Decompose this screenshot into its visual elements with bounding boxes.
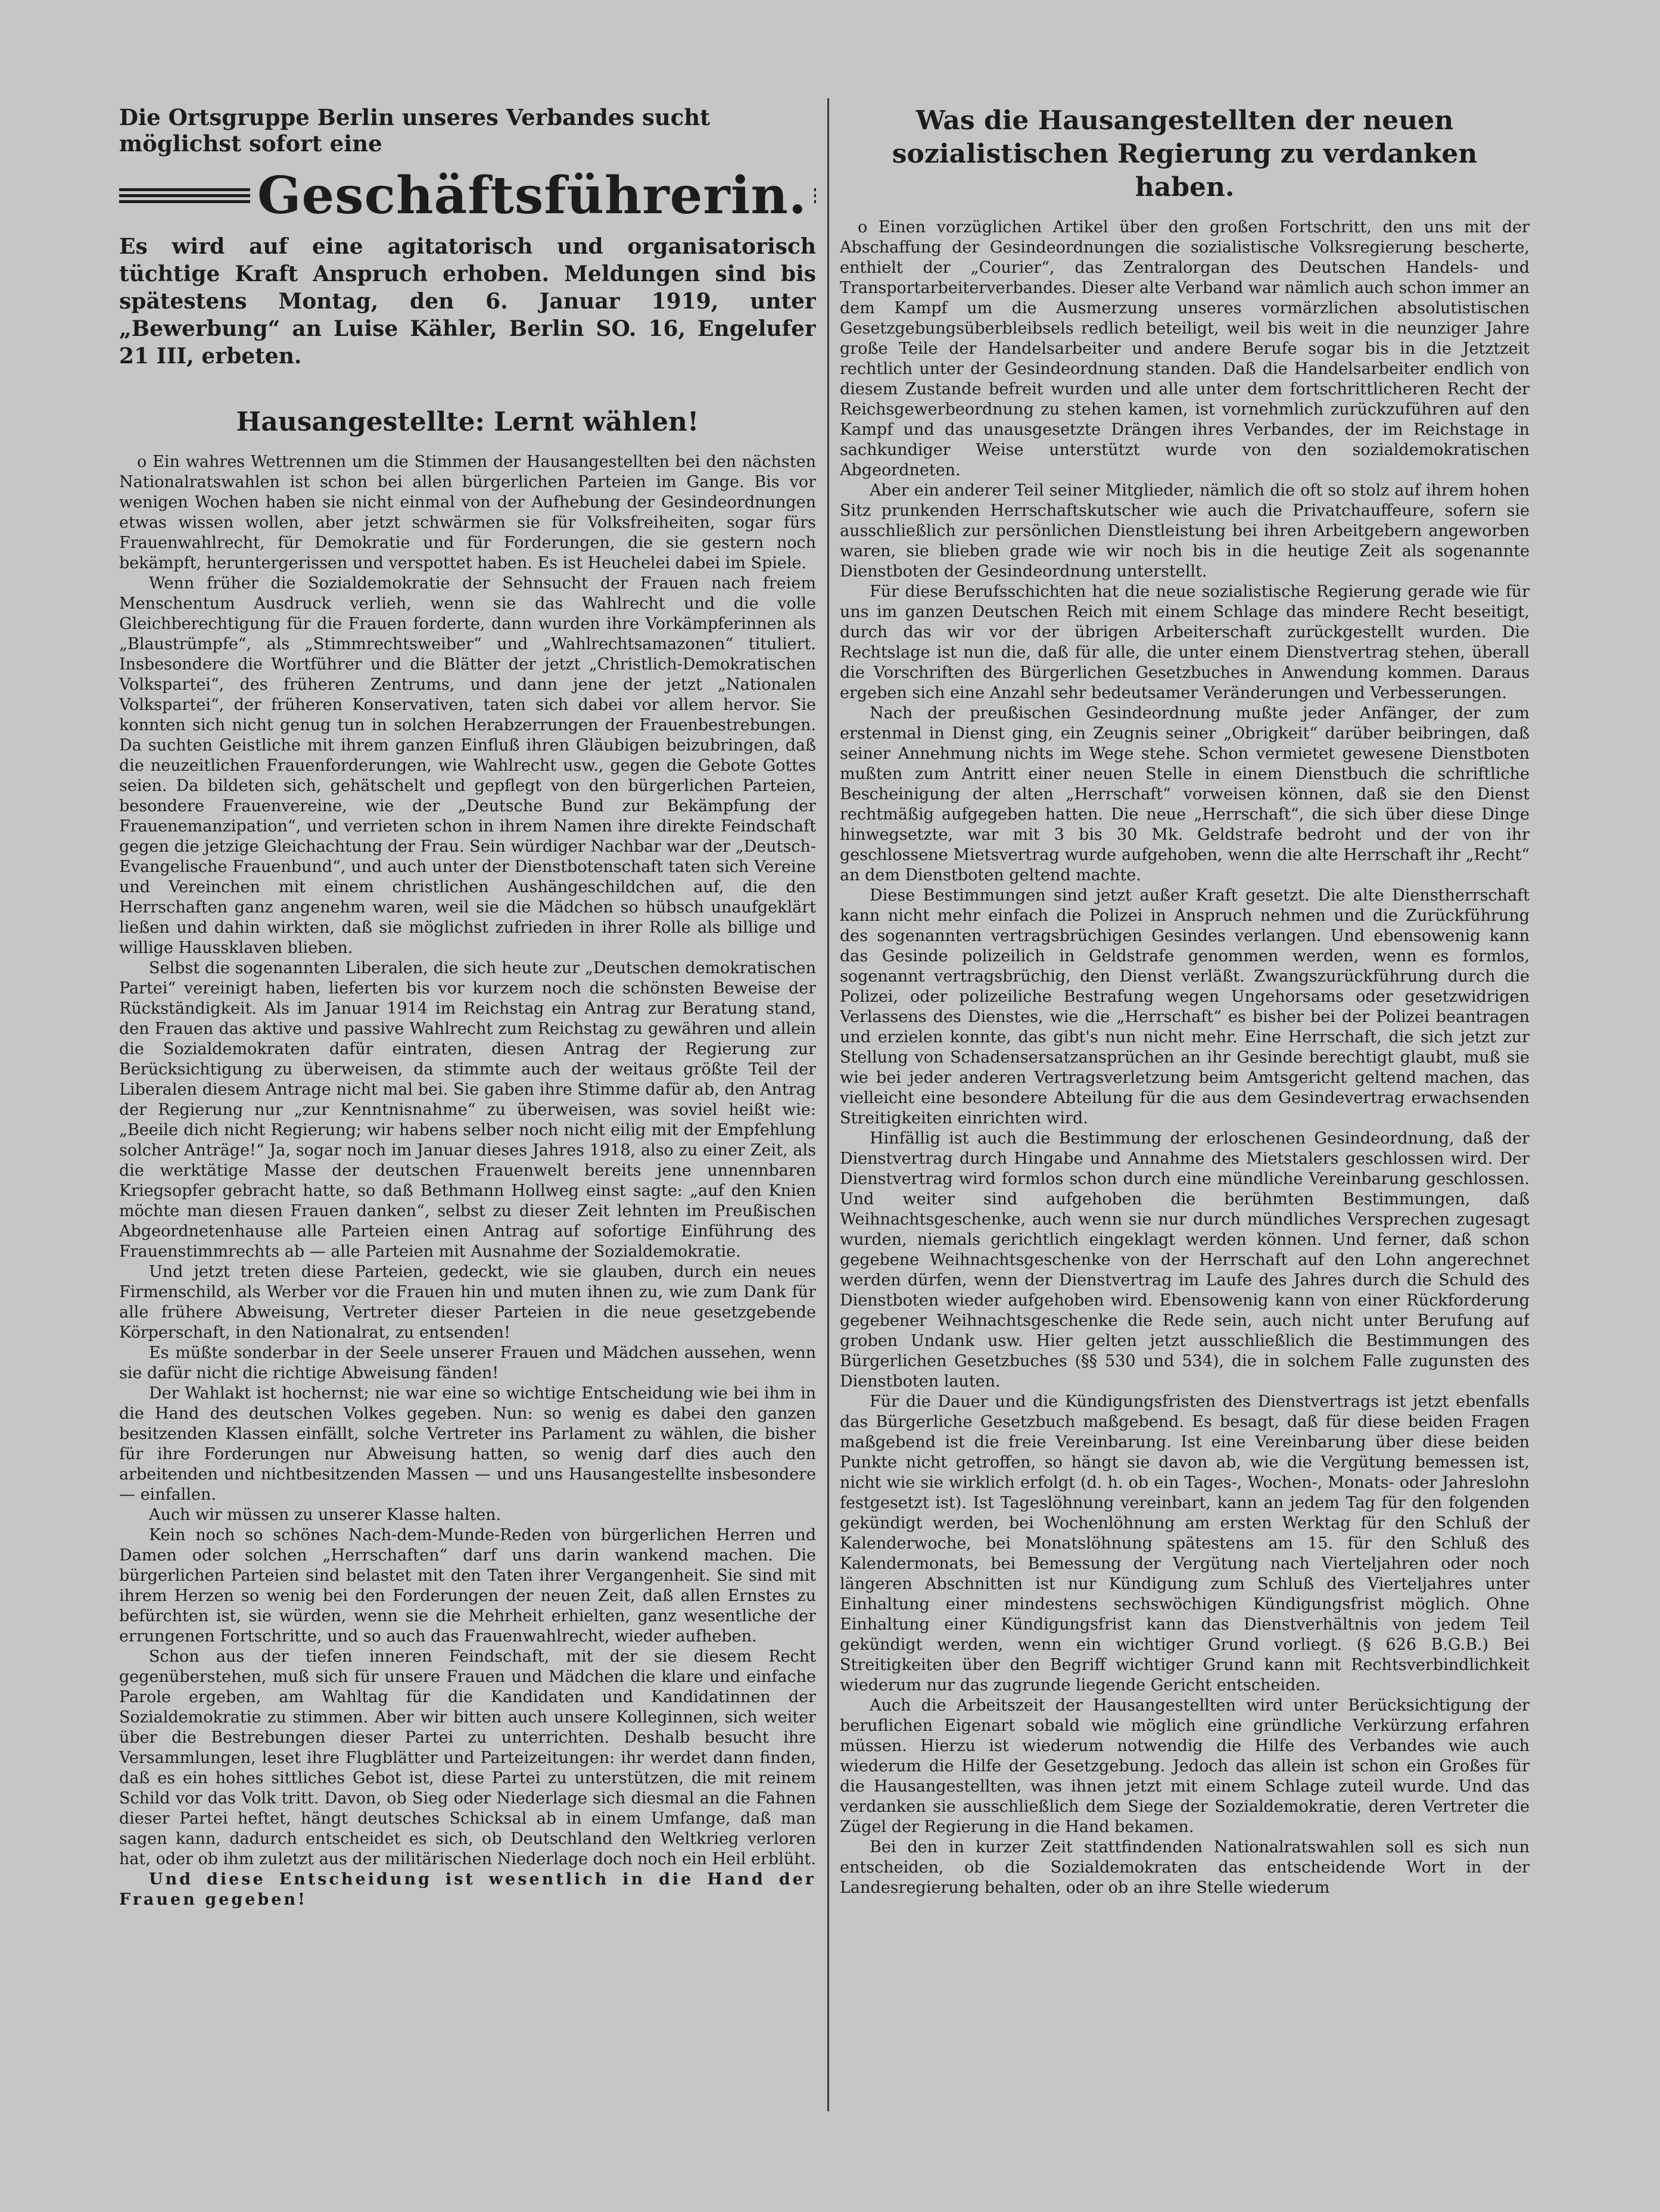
right-article-body xyxy=(840,217,1530,1898)
paragraph: Selbst die sogenannten Liberalen, die sich heute zur „Deutschen demokratischen Partei“ vereinigt haben, lieferten bis vor kurzem noch die schönsten Beweise der Rückständigkeit. Als im Januar 1914 im Reichstag ein Antrag zur Beratung stand, den Frauen das aktive und passive Wahlrecht zum Reichstag zu gewähren und allein die Sozialdemokraten dafür eintraten, diesen Antrag der Regierung zur Berücksichtigung zu überweisen, da stimmte auch der weitaus größte Teil der Liberalen diesem Antrage nicht mal bei. Sie gaben ihre Stimme dafür ab, den Antrag der Regierung nur „zur Kenntnisnahme“ zu überweisen, was soviel heißt wie: „Beeile dich nicht Regierung; wir habens selber noch nicht eilig mit der Empfehlung solcher Anträge!“ Ja, sogar noch im Januar dieses Jahres 1918, also zu einer Zeit, als die werktätige Masse der deutschen Frauenwelt bereits jene unnennbaren Kriegsopfer gebracht hatte, so daß Bethmann Hollweg einst sagte: „auf den Knien möchte man diesen Frauen danken“, selbst zu dieser Zeit lehnten im Preußischen Abgeordnetenhause alle Parteien einen Antrag auf sofortige Einführung des Frauenstimmrechts ab — alle Parteien mit Ausnahme der Sozialdemokratie. xyxy=(119,959,816,1261)
left-column xyxy=(119,104,816,2111)
paragraph: Für die Dauer und die Kündigungsfristen des Dienstvertrags ist jetzt ebenfalls das Bürgerliche Gesetzbuch maßgebend. Es besagt, daß für diese beiden Fragen maßgebend ist die freie Vereinbarung. Ist eine Vereinbarung über diese beiden Punkte nicht getroffen, so hängt sie davon ab, wie die Vergütung bemessen ist, nicht wie sie wirklich erfolgt (d. h. ob ein Tages-, Wochen-, Monats- oder Jahreslohn festgesetzt ist). Ist Tageslöhnung vereinbart, kann an jedem Tag für den folgenden gekündigt werden, bei Wochenlöhnung am ersten Werktag für den Schluß der Kalenderwoche, bei Monatslöhnung spätestens am 15. für den Schluß des Kalendermonats, bei Bemessung der Vergütung nach Vierteljahren oder noch längeren Abschnitten ist nur Kündigung zum Schluß des Vierteljahres unter Einhaltung einer mindestens sechswöchigen Kündigungsfrist möglich. Ohne Einhaltung einer Kündigungsfrist kann das Dienstverhältnis von jedem Teil gekündigt werden, wenn ein wichtiger Grund vorliegt. (§ 626 B.G.B.) Bei Streitigkeiten über den Begriff wichtiger Grund kann mit Rechtsverbindlichkeit wiederum nur das zugrunde liegende Gericht entscheiden. xyxy=(840,1392,1530,1694)
job-advertisement xyxy=(119,104,816,370)
right-article-headline: Was die Hausangestellten der neuen sozialistischen Regierung zu verdanken haben. xyxy=(892,105,1478,202)
left-article-headline: Hausangestellte: Lernt wählen! xyxy=(236,407,699,437)
right-column xyxy=(840,104,1530,2111)
paragraph: Der Wahlakt ist hochernst; nie war eine so wichtige Entscheidung wie bei ihm in die Hand des deutschen Volkes gegeben. Nun: so wenig es dabei den ganzen besitzenden Klassen einfällt, solche Vertreter ins Parlament zu wählen, die bisher für ihre Forderungen nur Abweisung hatten, so wenig darf dies auch den arbeitenden und nichtbesitzenden Massen — und uns Hausangestellte insbesondere — einfallen. xyxy=(119,1384,816,1504)
paragraph: o Einen vorzüglichen Artikel über den großen Fortschritt, den uns mit der Abschaffung der Gesindeordnungen die sozialistische Volksregierung bescherte, enthielt der „Courier“, das Zentralorgan des Deutschen Handels- und Transportarbeiterverbandes. Dieser alte Verband war nämlich auch schon immer an dem Kampf um die Ausmerzung unseres vormärzlichen absolutistischen Gesetzgebungsüberbleibsels redlich beteiligt, weil bis weit in die neunziger Jahre große Teile der Handelsarbeiter und andere Berufe sogar bis in die Jetztzeit rechtlich unter der Gesindeordnung standen. Daß die Handelsarbeiter endlich von diesem Zustande befreit wurden und alle unter dem fortschrittlicheren Recht der Reichsgewerbeordnung zu stehen kamen, ist vornehmlich zurückzuführen auf den Kampf und das unausgesetzte Drängen ihres Verbandes, der im Reichstage in sachkundiger Weise unterstützt wurde von den sozialdemokratischen Abgeordneten. xyxy=(840,218,1530,479)
ad-title: Geschäftsführerin. xyxy=(257,166,807,226)
paragraph: Für diese Berufsschichten hat die neue sozialistische Regierung gerade wie für uns im ganzen Deutschen Reich mit einem Schlage das mindere Recht beseitigt, durch das wir vor der übrigen Arbeiterschaft zurückgestellt wurden. Die Rechtslage ist nun die, daß für alle, die unter einem Dienstvertrag stehen, überall die Vorschriften des Bürgerlichen Gesetzbuches in Anwendung kommen. Daraus ergeben sich eine Anzahl sehr bedeutsamer Veränderungen und Verbesserungen. xyxy=(840,582,1530,702)
paragraph: o Ein wahres Wettrennen um die Stimmen der Hausangestellten bei den nächsten Nationalratswahlen ist schon bei allen bürgerlichen Parteien im Gange. Bis vor wenigen Wochen haben sie nicht einmal von der Aufhebung der Gesindeordnungen etwas wissen wollen, aber jetzt schwärmen sie für Volksfreiheiten, sogar fürs Frauenwahlrecht, für Demokratie und für Forderungen, die sie gestern noch bekämpft, heruntergerissen und verspottet haben. Es ist Heuchelei dabei im Spiele. xyxy=(119,453,816,572)
ad-rule-left xyxy=(119,188,250,204)
ad-title-row xyxy=(119,167,816,225)
closing-paragraph: Und diese Entscheidung ist wesentlich in die Hand der Frauen gegeben! xyxy=(119,1870,816,1909)
paragraph: Nach der preußischen Gesindeordnung mußte jeder Anfänger, der zum erstenmal in Dienst ging, ein Zeugnis seiner „Obrigkeit“ darüber beibringen, daß seiner Annehmung nichts im Wege stehe. Schon vermietet gewesene Dienstboten mußten zum Antritt einer neuen Stelle in einem Dienstbuch die schriftliche Bescheinigung der alten „Herrschaft“ vorweisen können, daß sie den Dienst rechtmäßig aufgegeben hatten. Die neue „Herrschaft“, die sich über diese Dinge hinwegsetzte, war mit 3 bis 30 Mk. Geldstrafe bedroht und der von ihr geschlossene Mietsvertrag wurde aufgehoben, wenn die alte Herrschaft ihr „Recht“ an dem Dienstboten geltend machte. xyxy=(840,704,1530,884)
paragraph: Kein noch so schönes Nach-dem-Munde-Reden von bürgerlichen Herren und Damen oder solchen „Herrschaften“ darf uns darin wankend machen. Die bürgerlichen Parteien sind belastet mit den Taten ihrer Vergangenheit. Sie sind mit ihrem Herzen so wenig bei den Forderungen der neuen Zeit, daß allen Ernstes zu befürchten ist, sie würden, wenn sie die Mehrheit erhielten, ganz wesentliche der errungenen Fortschritte, und so auch das Frauenwahlrecht, wieder aufheben. xyxy=(119,1526,816,1646)
paragraph: Bei den in kurzer Zeit stattfindenden Nationalratswahlen soll es sich nun entscheiden, ob die Sozialdemokraten das entscheidende Wort in der Landesregierung behalten, oder ob an ihre Stelle wiederum xyxy=(840,1838,1530,1897)
paragraph: Schon aus der tiefen inneren Feindschaft, mit der sie diesem Recht gegenüberstehen, muß sich für unsere Frauen und Mädchen die klare und einfache Parole ergeben, am Wahltag für die Kandidaten und Kandidatinnen der Sozialdemokratie zu stimmen. Aber wir bitten auch unsere Kolleginnen, sich weiter über die Bestrebungen dieser Partei zu unterrichten. Deshalb besucht ihre Versammlungen, leset ihre Flugblätter und Parteizeitungen: ihr werdet dann finden, daß es ein hohes sittliches Gebot ist, diese Partei zu unterstützen, die mit reinem Schild vor das Volk tritt. Davon, ob Sieg oder Niederlage sich diesmal an die Fahnen dieser Partei heftet, hängt deutsches Schicksal ab in einem Umfange, daß man sagen kann, dadurch entscheidet es sich, ob Deutschland den Weltkrieg verloren hat, oder ob ihm zuletzt aus der militärischen Niederlage doch noch ein Heil erblüht. xyxy=(119,1647,816,1868)
left-article-body xyxy=(119,452,816,1910)
paragraph: Auch wir müssen zu unserer Klasse halten. xyxy=(149,1506,502,1524)
paragraph: Und jetzt treten diese Parteien, gedeckt, wie sie glauben, durch ein neues Firmenschild, als Werber vor die Frauen hin und muten ihnen zu, wie zum Dank für alle frühere Abweisung, Vertreter dieser Parteien in die neue gesetzgebende Körperschaft, in den Nationalrat, zu entsenden! xyxy=(119,1263,816,1342)
paragraph: Aber ein anderer Teil seiner Mitglieder, nämlich die oft so stolz auf ihrem hohen Sitz prunkenden Herrschaftskutscher wie auch die Privatchauffeure, sofern sie ausschließlich zur persönlichen Dienstleistung bei ihren Arbeitgebern angeworben waren, sie blieben grade wie wir noch bis in die heutige Zeit als sogenannte Dienstboten der Gesindeordnung unterstellt. xyxy=(840,481,1530,581)
ad-body-text: Es wird auf eine agitatorisch und organisatorisch tüchtige Kraft Anspruch erhoben. Meldungen sind bis spätestens Montag, den 6. Januar 1919, unter „Bewerbung“ an Luise Kähler, Berlin SO. 16, Engelufer 21 III, erbeten. xyxy=(119,234,816,369)
column-divider xyxy=(827,98,829,2111)
ad-lead-text: Die Ortsgruppe Berlin unseres Verbandes sucht möglichst sofort eine xyxy=(119,104,711,157)
paragraph: Es müßte sonderbar in der Seele unserer Frauen und Mädchen aussehen, wenn sie dafür nicht die richtige Abweisung fänden! xyxy=(119,1344,816,1382)
paragraph: Auch die Arbeitszeit der Hausangestellten wird unter Berücksichtigung der beruflichen Eigenart sobald wie möglich eine gründliche Verkürzung erfahren müssen. Hierzu ist wiederum notwendig die Hilfe des Verbandes wie auch wiederum die Hilfe der Gesetzgebung. Jedoch das allein ist schon ein Großes für die Hausangestellten, was ihnen jetzt mit einem Schlage zuteil wurde. Und das verdanken sie ausschließlich dem Siege der Sozialdemokratie, deren Vertreter die Zügel der Regierung in die Hand bekamen. xyxy=(840,1696,1530,1836)
paragraph: Diese Bestimmungen sind jetzt außer Kraft gesetzt. Die alte Dienstherrschaft kann nicht mehr einfach die Polizei in Anspruch nehmen und die Zurückführung des sogenannten vertragsbrüchigen Gesindes verlangen. Und ebensowenig kann das Gesinde polizeilich in Geldstrafe genommen werden, wenn es formlos, sogenannt vertragsbrüchig, den Dienst verläßt. Zwangszurückführung durch die Polizei, oder polizeiliche Bestrafung wegen Ungehorsams oder gesetzwidrigen Verlassens des Dienstes, wie die „Herrschaft“ es bisher bei der Polizei beantragen und erzielen konnte, das gibt's nun nicht mehr. Eine Herrschaft, die sich jetzt zur Stellung von Schadensersatzansprüchen an ihr Gesinde berechtigt glaubt, muß sie wie bei jeder anderen Vertragsverletzung beim Amtsgericht geltend machen, das vielleicht eine besondere Abteilung für die aus dem Gesindevertrag erwachsenden Streitigkeiten einrichten wird. xyxy=(840,886,1530,1127)
paragraph: Hinfällig ist auch die Bestimmung der erloschenen Gesindeordnung, daß der Dienstvertrag durch Hingabe und Annahme des Mietstalers geschlossen wird. Der Dienstvertrag wird formlos schon durch eine mündliche Vereinbarung geschlossen. Und weiter sind aufgehoben die berühmten Bestimmungen, daß Weihnachtsgeschenke, auch wenn sie nur durch mündliches Versprechen zugesagt wurden, niemals gerichtlich eingeklagt werden können. Und ferner, daß schon gegebene Weihnachtsgeschenke von der Herrschaft auf den Lohn angerechnet werden dürfen, wenn der Dienstvertrag im Laufe des Jahres durch die Schuld des Dienstboten wieder aufgehoben wird. Ebensowenig kann von einer Rückforderung gegebener Weihnachtsgeschenke die Rede sein, auch nicht unter Berufung auf groben Undank usw. Hier gelten jetzt ausschließlich die Bestimmungen des Bürgerlichen Gesetzbuches (§§ 530 und 534), die in solchem Falle zugunsten des Dienstboten lauten. xyxy=(840,1129,1530,1391)
ad-rule-right xyxy=(814,188,816,204)
paragraph: Wenn früher die Sozialdemokratie der Sehnsucht der Frauen nach freiem Menschentum Ausdruck verlieh, wenn sie das Wahlrecht und die volle Gleichberechtigung für die Frauen forderte, dann wurden ihre Vorkämpferinnen als „Blaustrümpfe“, als „Stimmrechtsweiber“ und „Wahlrechtsamazonen“ tituliert. Insbesondere die Wortführer und die Blätter der jetzt „Christlich-Demokratischen Volkspartei“, des früheren Zentrums, und dann jene der jetzt „Nationalen Volkspartei“, der früheren Konservativen, taten sich dabei vor allem hervor. Sie konnten sich nicht genug tun in solchen Herabzerrungen der Frauenbestrebungen. Da suchten Geistliche mit ihrem ganzen Einfluß ihren Gläubigen beizubringen, daß die neuzeitlichen Frauenforderungen, wie Wahlrecht usw., gegen die Gebote Gottes seien. Da bildeten sich, gehätschelt und gepflegt von den bürgerlichen Parteien, besondere Frauenvereine, wie der „Deutsche Bund zur Bekämpfung der Frauenemanzipation“, und verrieten schon in ihrem Namen ihre direkte Feindschaft gegen die jetzige Gleichachtung der Frau. Sein würdiger Nachbar war der „Deutsch-Evangelische Frauenbund“, und auch unter der Dienstbotenschaft taten sich Vereine und Vereinchen mit einem christlichen Aushängeschildchen auf, die den Herrschaften ganz angenehm waren, weil sie die Mädchen so hübsch unaufgeklärt ließen und dahin wirkten, daß sie möglichst zufrieden in ihrer Rolle als billige und willige Haussklaven blieben. xyxy=(119,574,816,957)
